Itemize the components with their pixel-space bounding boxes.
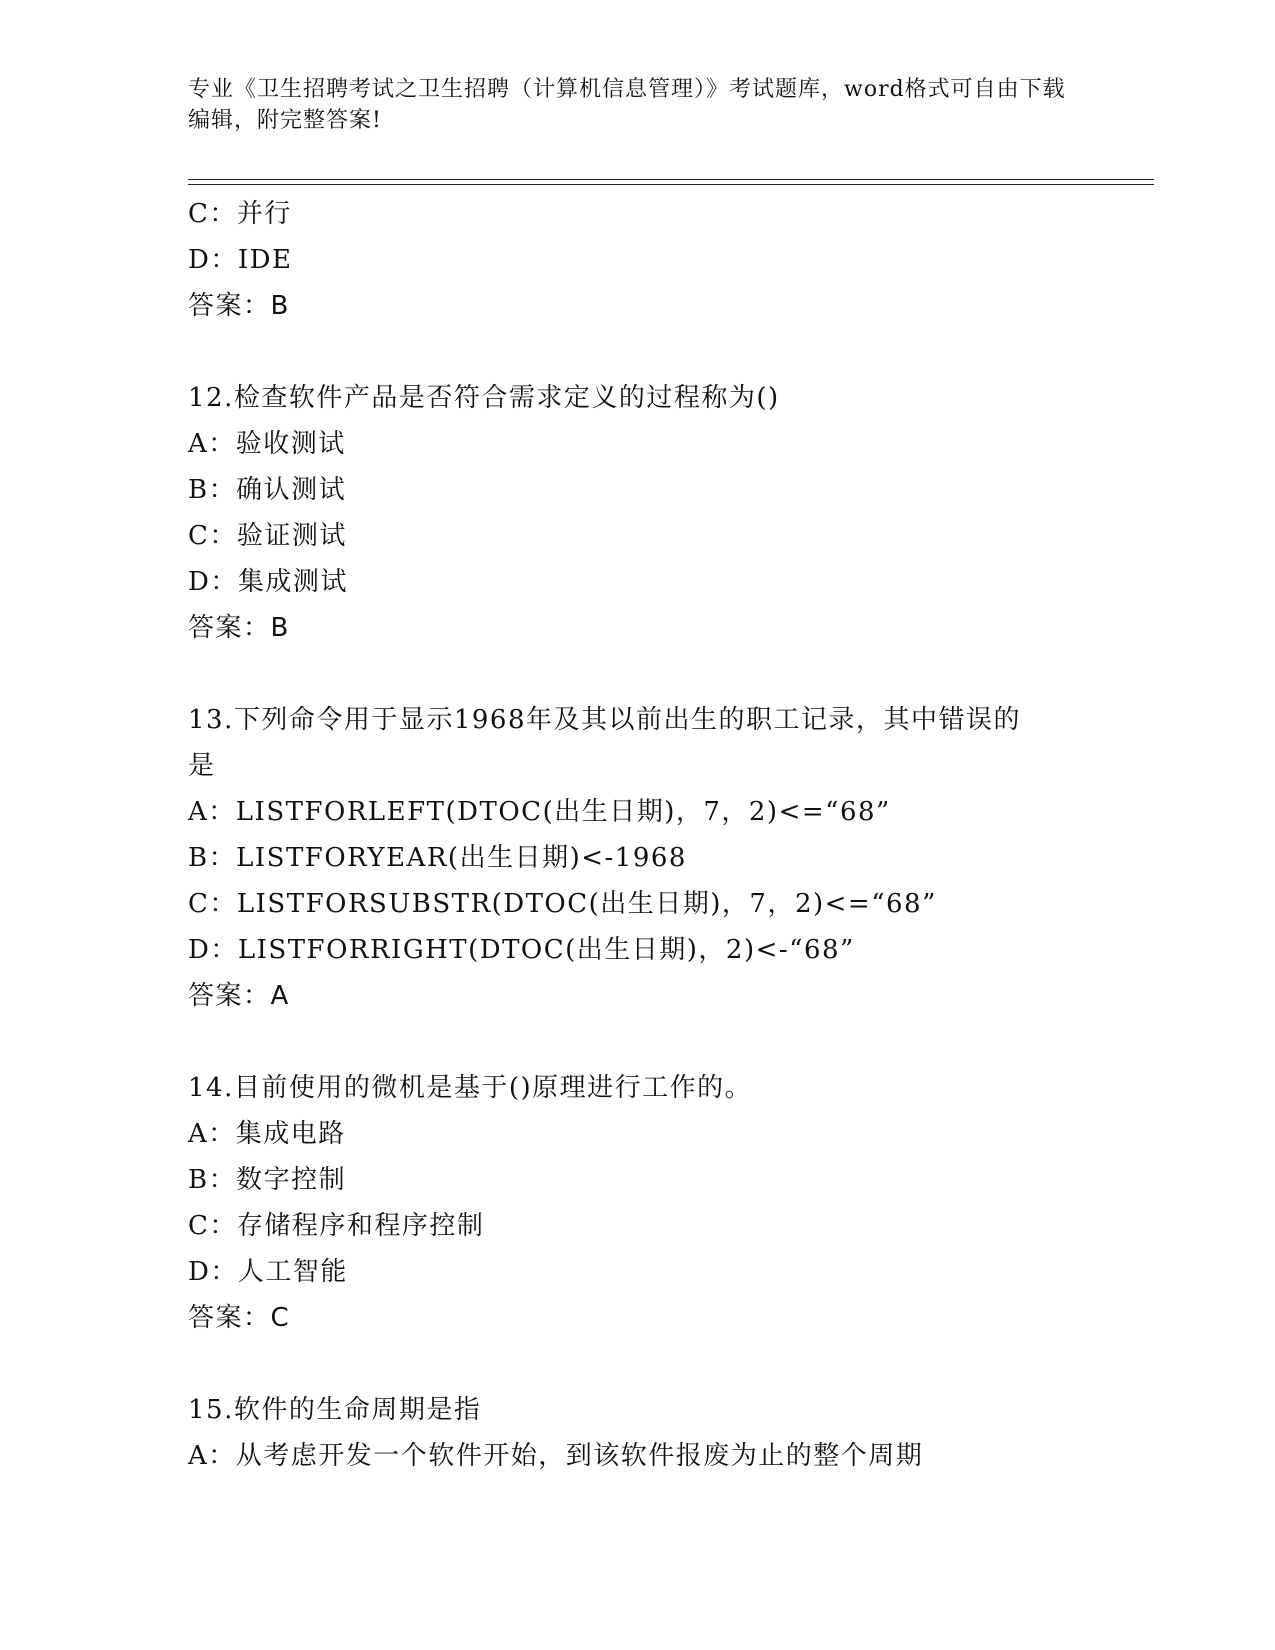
question-12 — [188, 375, 1108, 651]
answer-line: 答案：C — [188, 1303, 291, 1333]
spacer — [188, 1019, 1108, 1065]
question-text: 13.下列命令用于显示1968年及其以前出生的职工记录，其中错误的 — [188, 705, 1022, 735]
option-c: C：验证测试 — [188, 521, 347, 551]
option-a: A：验收测试 — [188, 429, 346, 459]
question-text-continued: 是 — [188, 751, 216, 781]
header-rule-bottom — [188, 184, 1154, 185]
option-c: C：并行 — [188, 199, 292, 229]
question-13 — [188, 697, 1108, 1019]
spacer — [188, 1341, 1108, 1387]
question-15 — [188, 1387, 1108, 1479]
option-a: A：LISTFORLEFT(DTOC(出生日期)，7，2)<=“68” — [188, 797, 891, 827]
header-rule-top — [188, 179, 1154, 180]
question-text: 12.检查软件产品是否符合需求定义的过程称为() — [188, 383, 780, 413]
option-b: B：数字控制 — [188, 1165, 347, 1195]
option-b: B：确认测试 — [188, 475, 347, 505]
question-14 — [188, 1065, 1108, 1341]
answer-line: 答案：A — [188, 981, 290, 1011]
question-text: 14.目前使用的微机是基于()原理进行工作的。 — [188, 1073, 753, 1103]
option-a: A：从考虑开发一个软件开始，到该软件报废为止的整个周期 — [188, 1441, 924, 1471]
option-c: C：LISTFORSUBSTR(DTOC(出生日期)，7，2)<=“68” — [188, 889, 937, 919]
answer-line: 答案：B — [188, 613, 290, 643]
option-c: C：存储程序和程序控制 — [188, 1211, 485, 1241]
question-text: 15.软件的生命周期是指 — [188, 1395, 482, 1425]
option-d: D：集成测试 — [188, 567, 348, 597]
option-d: D：IDE — [188, 245, 293, 275]
spacer — [188, 329, 1108, 375]
document-header: 专业《卫生招聘考试之卫生招聘（计算机信息管理）》考试题库，word格式可自由下载编辑，附完整答案! — [188, 77, 1066, 133]
question-list — [188, 191, 1108, 1479]
option-b: B：LISTFORYEAR(出生日期)<-1968 — [188, 843, 687, 873]
spacer — [188, 651, 1108, 697]
answer-line: 答案：B — [188, 291, 290, 321]
question-11-tail — [188, 191, 1108, 329]
option-d: D：LISTFORRIGHT(DTOC(出生日期)，2)<-“68” — [188, 935, 855, 965]
option-a: A：集成电路 — [188, 1119, 346, 1149]
option-d: D：人工智能 — [188, 1257, 348, 1287]
